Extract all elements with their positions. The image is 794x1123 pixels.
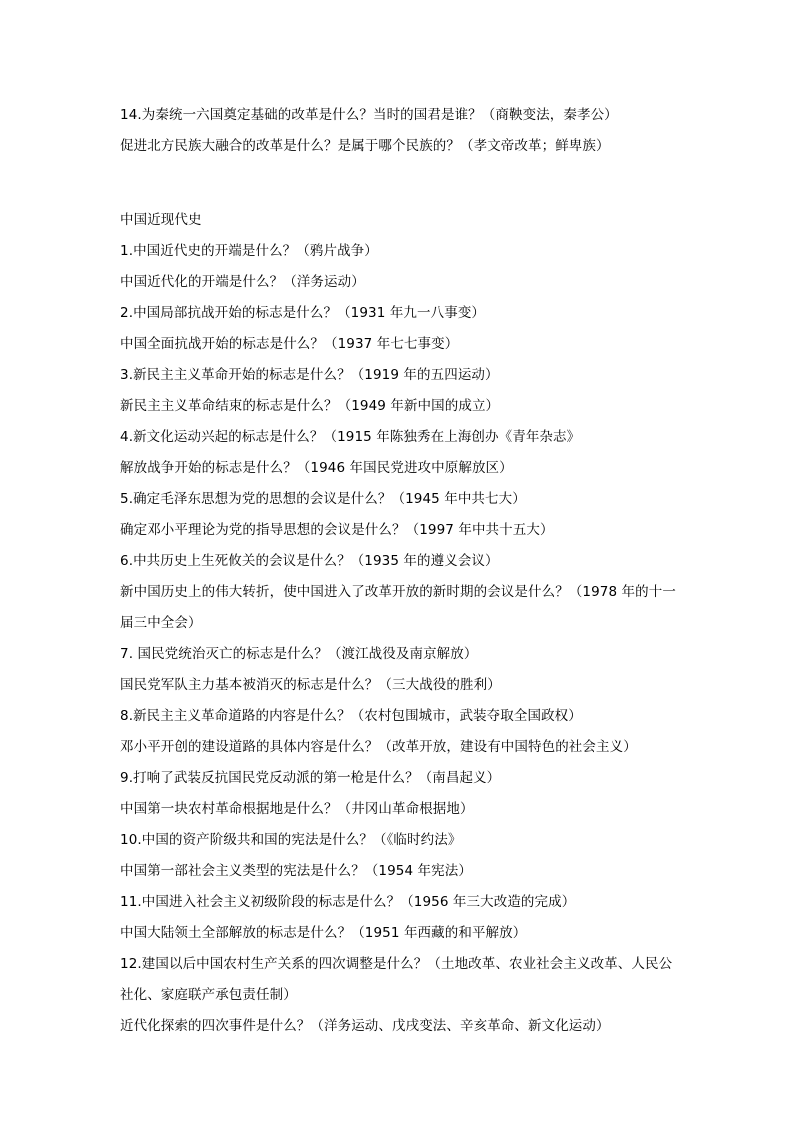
qa-line: 8.新民主主义革命道路的内容是什么？（农村包围城市，武装夺取全国政权）	[120, 708, 582, 724]
qa-line: 9.打响了武装反抗国民党反动派的第一枪是什么？（南昌起义）	[120, 770, 501, 786]
qa-line: 邓小平开创的建设道路的具体内容是什么？（改革开放，建设有中国特色的社会主义）	[120, 739, 637, 755]
qa-line: 国民党军队主力基本被消灭的标志是什么？（三大战役的胜利）	[120, 677, 501, 693]
question-14-line-2: 促进北方民族大融合的改革是什么？是属于哪个民族的？（孝文帝改革；鲜卑族）	[120, 138, 610, 154]
qa-line: 中国全面抗战开始的标志是什么？（1937 年七七事变）	[120, 336, 459, 352]
qa-line: 6.中共历史上生死攸关的会议是什么？（1935 年的遵义会议）	[120, 553, 499, 569]
question-14-line-1: 14.为秦统一六国奠定基础的改革是什么？当时的国君是谁？（商鞅变法，秦孝公）	[120, 107, 618, 123]
qa-line: 11.中国进入社会主义初级阶段的标志是什么？（1956 年三大改造的完成）	[120, 894, 576, 910]
qa-line: 1.中国近代史的开端是什么？（鸦片战争）	[120, 243, 378, 259]
section-heading: 中国近现代史	[120, 212, 202, 228]
qa-line: 解放战争开始的标志是什么？（1946 年国民党进攻中原解放区）	[120, 460, 513, 476]
qa-line-wrapped: 新中国历史上的伟大转折，使中国进入了改革开放的新时期的会议是什么？（1978 年的十一届三中全会）	[120, 584, 676, 631]
qa-line: 中国近代化的开端是什么？（洋务运动）	[120, 274, 365, 290]
qa-line: 4.新文化运动兴起的标志是什么？（1915 年陈独秀在上海创办《青年杂志》	[120, 429, 581, 445]
qa-line: 2.中国局部抗战开始的标志是什么？（1931 年九一八事变）	[120, 305, 486, 321]
qa-line: 10.中国的资产阶级共和国的宪法是什么？（《临时约法》	[120, 832, 462, 848]
qa-line: 新民主主义革命结束的标志是什么？（1949 年新中国的成立）	[120, 398, 500, 414]
section-spacer	[120, 162, 680, 205]
qa-line: 5.确定毛泽东思想为党的思想的会议是什么？（1945 年中共七大）	[120, 491, 526, 507]
qa-line: 中国大陆领土全部解放的标志是什么？（1951 年西藏的和平解放）	[120, 925, 527, 941]
qa-line: 3.新民主主义革命开始的标志是什么？（1919 年的五四运动）	[120, 367, 499, 383]
document-body	[120, 100, 680, 1042]
qa-line: 7. 国民党统治灭亡的标志是什么？（渡江战役及南京解放）	[120, 646, 478, 662]
qa-line: 近代化探索的四次事件是什么？（洋务运动、戊戌变法、辛亥革命、新文化运动）	[120, 1018, 610, 1034]
qa-line: 确定邓小平理论为党的指导思想的会议是什么？（1997 年中共十五大）	[120, 522, 554, 538]
qa-line: 中国第一块农村革命根据地是什么？（井冈山革命根据地）	[120, 801, 474, 817]
qa-line: 中国第一部社会主义类型的宪法是什么？（1954 年宪法）	[120, 863, 472, 879]
qa-line-wrapped: 12.建国以后中国农村生产关系的四次调整是什么？（土地改革、农业社会主义改革、人民公社化、家庭联产承包责任制）	[120, 956, 673, 1003]
